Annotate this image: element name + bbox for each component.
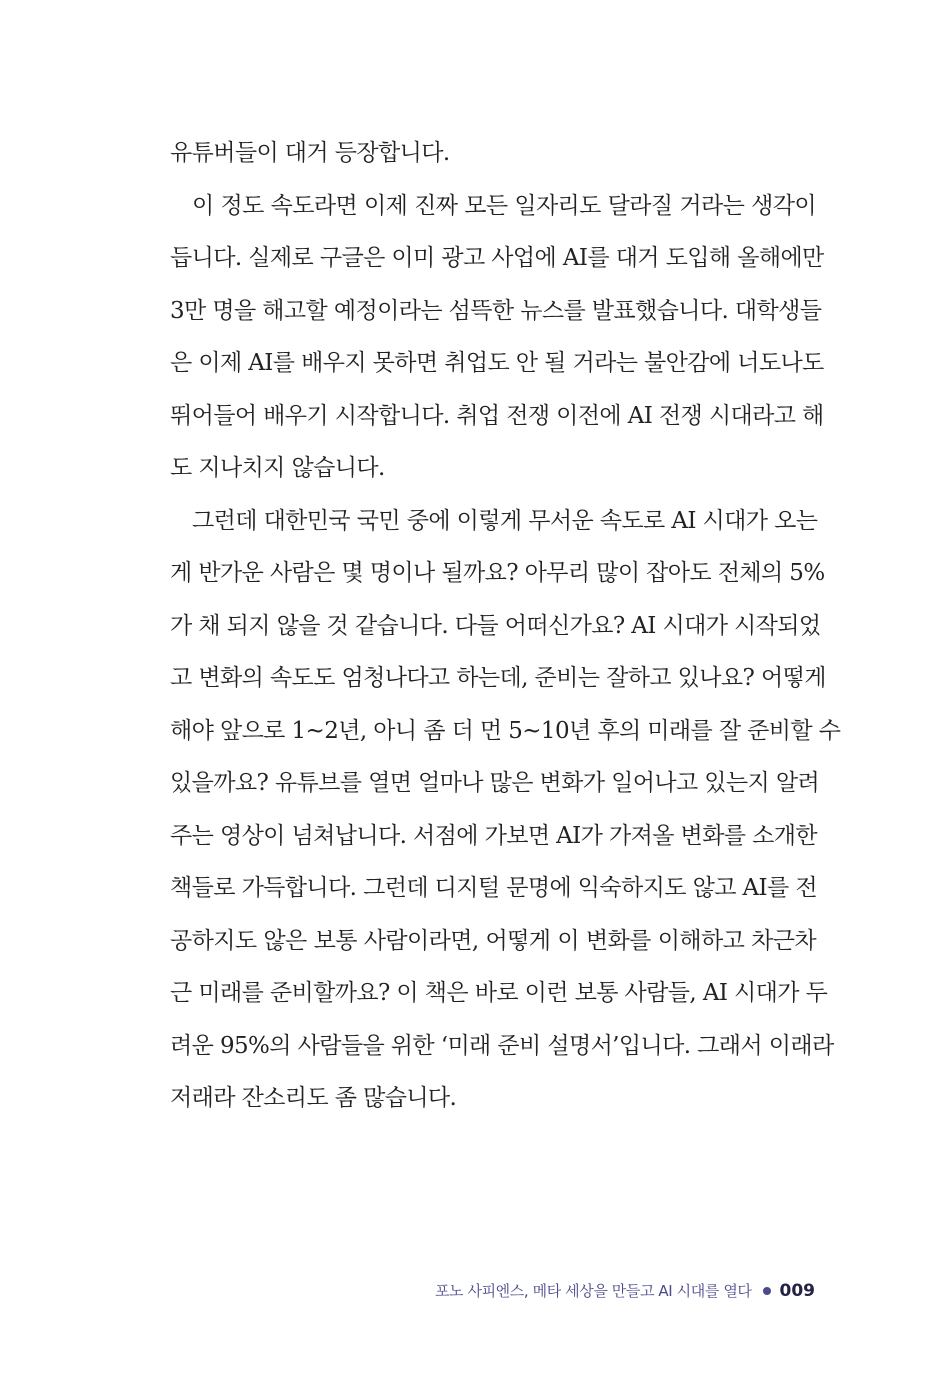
text-line: 유튜버들이 대거 등장합니다. [170, 140, 450, 166]
text-line: 책들로 가득합니다. 그런데 디지털 문명에 익숙하지도 않고 AI를 전 [170, 875, 817, 901]
body-text [170, 127, 841, 1125]
page-footer [435, 1276, 815, 1306]
text-line: 근 미래를 준비할까요? 이 책은 바로 이런 보통 사람들, AI 시대가 두 [170, 980, 828, 1006]
text-line: 주는 영상이 넘쳐납니다. 서점에 가보면 AI가 가져올 변화를 소개한 [170, 822, 817, 849]
text-line: 저래라 잔소리도 좀 많습니다. [170, 1085, 457, 1111]
text-line: 있을까요? 유튜브를 열면 얼마나 많은 변화가 일어나고 있는지 알려 [170, 770, 820, 796]
text-line: 공하지도 않은 보통 사람이라면, 어떻게 이 변화를 이해하고 차근차 [170, 927, 816, 954]
text-line: 도 지나치지 않습니다. [170, 455, 385, 481]
text-line: 려운 95%의 사람들을 위한 ‘미래 준비 설명서’입니다. 그래서 이래라 [170, 1032, 834, 1059]
text-line: 게 반가운 사람은 몇 명이나 될까요? 아무리 많이 잡아도 전체의 5% [170, 560, 825, 586]
page-number: 009 [779, 1281, 815, 1301]
bullet-dot-icon [763, 1287, 771, 1295]
running-title: 포노 사피엔스, 메타 세상을 만들고 AI 시대를 열다 [434, 1282, 752, 1300]
text-line: 듭니다. 실제로 구글은 이미 광고 사업에 AI를 대거 도입해 올해에만 [170, 245, 824, 271]
text-line: 해야 앞으로 1~2년, 아니 좀 더 먼 5~10년 후의 미래를 잘 준비할 수 [170, 717, 841, 744]
text-line: 이 정도 속도라면 이제 진짜 모든 일자리도 달라질 거라는 생각이 [192, 192, 816, 219]
text-line: 3만 명을 해고할 예정이라는 섬뜩한 뉴스를 발표했습니다. 대학생들 [170, 297, 822, 324]
text-line: 뛰어들어 배우기 시작합니다. 취업 전쟁 이전에 AI 전쟁 시대라고 해 [170, 402, 824, 429]
text-line: 고 변화의 속도도 엄청나다고 하는데, 준비는 잘하고 있나요? 어떻게 [170, 665, 826, 691]
text-line: 가 채 되지 않을 것 같습니다. 다들 어떠신가요? AI 시대가 시작되었 [170, 612, 821, 639]
text-line: 은 이제 AI를 배우지 못하면 취업도 안 될 거라는 불안감에 너도나도 [170, 350, 824, 376]
text-line: 그런데 대한민국 국민 중에 이렇게 무서운 속도로 AI 시대가 오는 [192, 507, 818, 534]
